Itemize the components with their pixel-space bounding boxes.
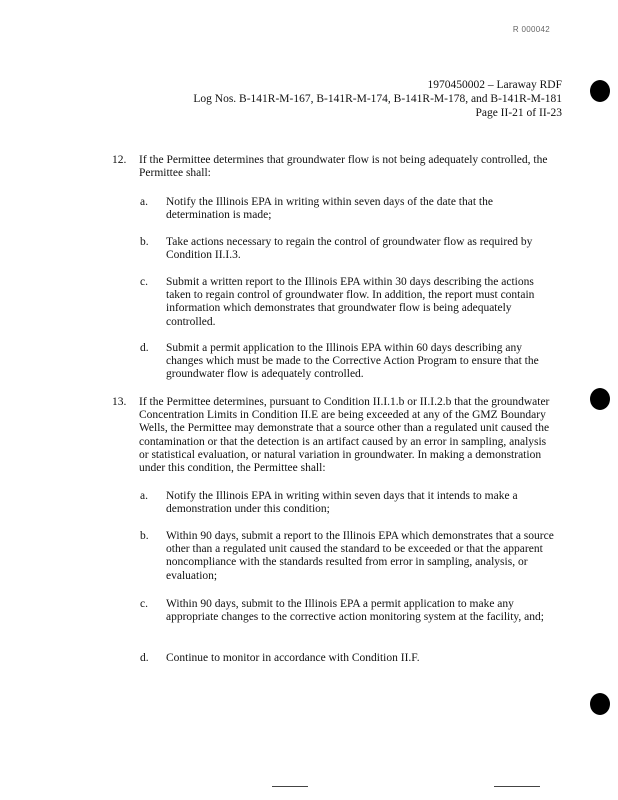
subitem-label: d. [140,342,149,354]
header-log-numbers: Log Nos. B-141R-M-167, B-141R-M-174, B-141R-M-178, and B-141R-M-181 [193,93,562,105]
subitem-text: Notify the Illinois EPA in writing within seven days of the date that the determination is made; [166,196,493,222]
subitem-label: a. [140,196,148,208]
item-number: 12. [112,154,127,166]
item-text: If the Permittee determines that groundwater flow is not being adequately controlled, the Permittee shall: [139,154,548,180]
subitem-label: c. [140,598,148,610]
punch-hole-top [590,80,610,102]
subitem-label: c. [140,276,148,288]
footer-rule-left [272,786,308,787]
subitem-text: Within 90 days, submit to the Illinois EPA a permit application to make any appropriate changes to the corrective action monitoring system at the facility, and; [166,598,544,624]
subitem-text: Notify the Illinois EPA in writing within seven days that it intends to make a demonstration under this condition; [166,490,518,516]
punch-hole-bottom [590,693,610,715]
header-page-number: Page II-21 of II-23 [475,107,562,119]
subitem-label: d. [140,652,149,664]
header-document-id: 1970450002 – Laraway RDF [427,79,562,91]
bates-stamp: R 000042 [512,25,550,34]
punch-hole-middle [590,388,610,410]
subitem-text: Submit a permit application to the Illinois EPA within 60 days describing any changes which must be made to the Corrective Action Program to ensure that the groundwater flow is adequately controlled. [166,342,539,381]
item-text: If the Permittee determines, pursuant to Condition II.I.1.b or II.I.2.b that the groundwater Concentration Limits in Condition II.E are being exceeded at any of the GMZ Boundary Wells, the Permittee may demonstrate that a source other than a regulated unit caused the contamination or that the detection is an artifact caused by an error in sampling, analysis or statistical evaluation, or natural variation in groundwater. In making a demonstration under this condition, the Permittee shall: [139,396,550,475]
subitem-label: b. [140,236,149,248]
footer-rule-right [494,786,540,787]
subitem-text: Continue to monitor in accordance with Condition II.F. [166,652,420,664]
subitem-label: b. [140,530,149,542]
subitem-text: Submit a written report to the Illinois EPA within 30 days describing the actions taken to regain control of groundwater flow. In addition, the report must contain information which demonstrates that groundwater flow is being adequately controlled. [166,276,535,328]
page-header [193,78,562,120]
subitem-text: Take actions necessary to regain the control of groundwater flow as required by Condition II.I.3. [166,236,533,262]
subitem-label: a. [140,490,148,502]
subitem-text: Within 90 days, submit a report to the Illinois EPA which demonstrates that a source other than a regulated unit caused the standard to be exceeded or that the apparent noncompliance with the standards resulted from error in sampling, analysis, or evaluation; [166,530,554,582]
item-number: 13. [112,396,127,408]
